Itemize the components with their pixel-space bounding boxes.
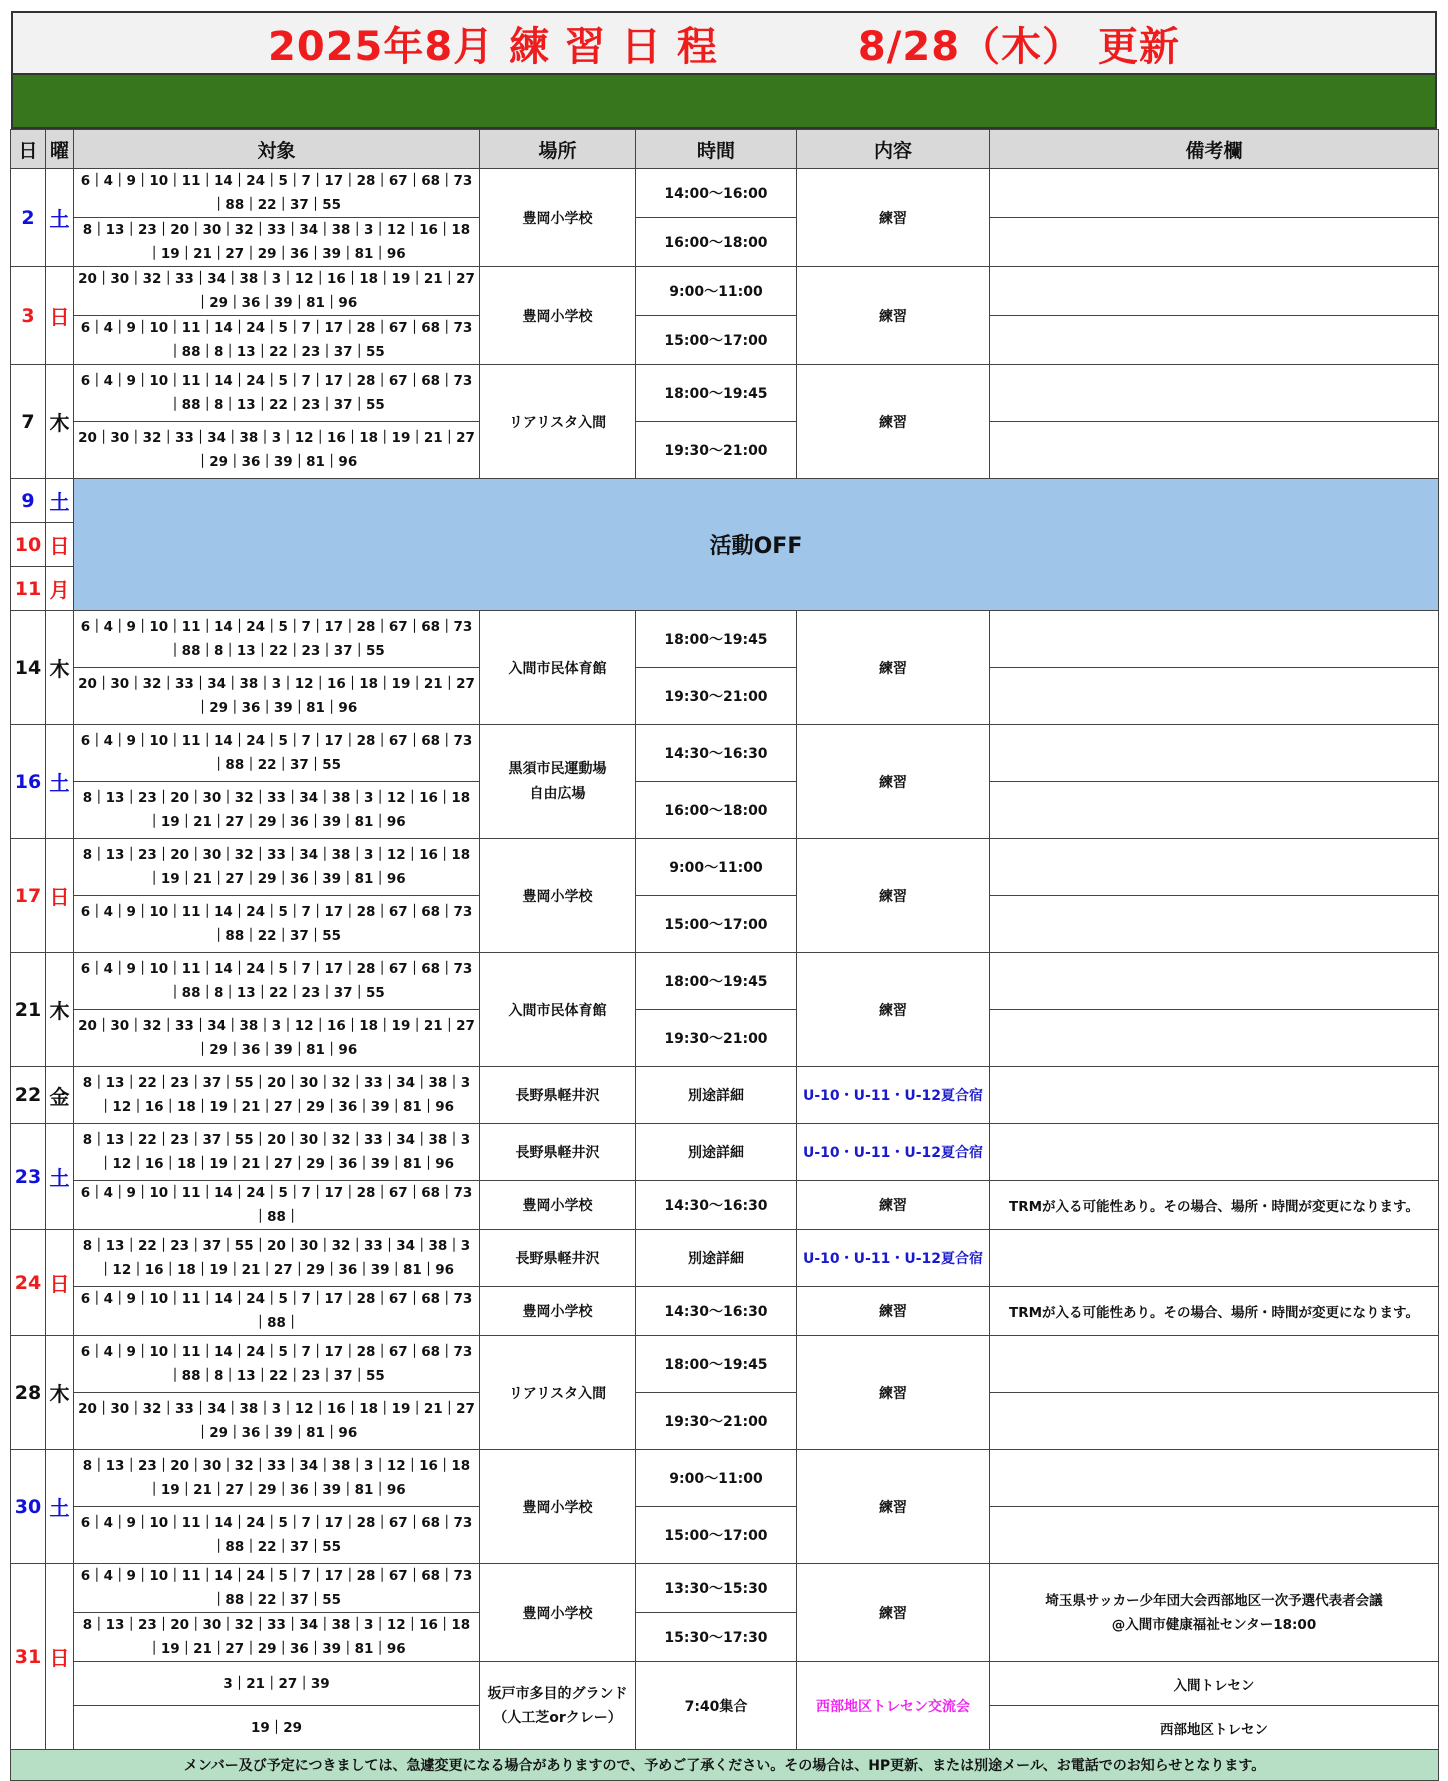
day-cell: 7 (11, 365, 46, 479)
place-cell: 長野県軽井沢 (480, 1067, 636, 1124)
weekday-cell: 金 (46, 1067, 74, 1124)
table-row (11, 1450, 1439, 1507)
content-cell: U-10・U-11・U-12夏合宿 (797, 1230, 990, 1287)
weekday-cell: 日 (46, 267, 74, 365)
place-cell: 豊岡小学校 (480, 267, 636, 365)
place-cell: 入間市民体育館 (480, 611, 636, 725)
time-cell: 14:30〜16:30 (636, 1287, 797, 1336)
table-row (11, 316, 1439, 365)
notes-cell (990, 725, 1439, 782)
notes-cell: 西部地区トレセン (990, 1706, 1439, 1750)
day-cell: 16 (11, 725, 46, 839)
day-cell: 11 (11, 567, 46, 611)
table-row (11, 422, 1439, 479)
green-banner (11, 75, 1437, 129)
notes-cell (990, 782, 1439, 839)
notes-cell (990, 169, 1439, 218)
time-cell: 15:00〜17:00 (636, 316, 797, 365)
weekday-cell: 木 (46, 611, 74, 725)
place-cell: 豊岡小学校 (480, 1450, 636, 1564)
off-block: 活動OFF (74, 479, 1439, 611)
target-cell: 8｜13｜22｜23｜37｜55｜20｜30｜32｜33｜34｜38｜3｜12｜16｜18｜19｜21｜27｜29｜36｜39｜81｜96 (74, 1067, 480, 1124)
day-cell: 23 (11, 1124, 46, 1230)
notes-cell (990, 668, 1439, 725)
content-cell: 練習 (797, 953, 990, 1067)
content-cell: 練習 (797, 169, 990, 267)
day-cell: 28 (11, 1336, 46, 1450)
target-cell: 6｜4｜9｜10｜11｜14｜24｜5｜7｜17｜28｜67｜68｜73｜88｜8｜13｜22｜23｜37｜55 (74, 1336, 480, 1393)
header-notes: 備考欄 (990, 130, 1439, 169)
table-row (11, 365, 1439, 422)
table-row (11, 1181, 1439, 1230)
time-cell: 18:00〜19:45 (636, 953, 797, 1010)
weekday-cell: 土 (46, 725, 74, 839)
table-row (11, 1230, 1439, 1287)
time-cell: 14:30〜16:30 (636, 725, 797, 782)
table-row (11, 953, 1439, 1010)
content-cell: 練習 (797, 1450, 990, 1564)
place-cell: 豊岡小学校 (480, 839, 636, 953)
header-target: 対象 (74, 130, 480, 169)
target-cell: 8｜13｜23｜20｜30｜32｜33｜34｜38｜3｜12｜16｜18｜19｜21｜27｜29｜36｜39｜81｜96 (74, 1450, 480, 1507)
table-row (11, 611, 1439, 668)
target-cell: 6｜4｜9｜10｜11｜14｜24｜5｜7｜17｜28｜67｜68｜73｜88｜22｜37｜55 (74, 1507, 480, 1564)
table-row (11, 725, 1439, 782)
time-cell: 15:30〜17:30 (636, 1613, 797, 1662)
table-row (11, 218, 1439, 267)
target-cell: 6｜4｜9｜10｜11｜14｜24｜5｜7｜17｜28｜67｜68｜73｜88｜22｜37｜55 (74, 896, 480, 953)
table-row (11, 1564, 1439, 1613)
content-cell: 練習 (797, 267, 990, 365)
notes-cell: 埼玉県サッカー少年団大会西部地区一次予選代表者会議 @入間市健康福祉センター18:00 (990, 1564, 1439, 1662)
header-place: 場所 (480, 130, 636, 169)
time-cell: 別途詳細 (636, 1124, 797, 1181)
content-cell: U-10・U-11・U-12夏合宿 (797, 1067, 990, 1124)
notes-cell (990, 1010, 1439, 1067)
day-cell: 9 (11, 479, 46, 523)
content-cell: 練習 (797, 725, 990, 839)
content-cell: 西部地区トレセン交流会 (797, 1662, 990, 1750)
place-cell: 豊岡小学校 (480, 1564, 636, 1662)
target-cell: 6｜4｜9｜10｜11｜14｜24｜5｜7｜17｜28｜67｜68｜73｜88｜8｜13｜22｜23｜37｜55 (74, 611, 480, 668)
header-weekday: 曜 (46, 130, 74, 169)
target-cell: 8｜13｜23｜20｜30｜32｜33｜34｜38｜3｜12｜16｜18｜19｜21｜27｜29｜36｜39｜81｜96 (74, 782, 480, 839)
time-cell: 9:00〜11:00 (636, 839, 797, 896)
table-row (11, 668, 1439, 725)
place-cell: 豊岡小学校 (480, 169, 636, 267)
weekday-cell: 木 (46, 953, 74, 1067)
header-content: 内容 (797, 130, 990, 169)
target-cell: 8｜13｜22｜23｜37｜55｜20｜30｜32｜33｜34｜38｜3｜12｜16｜18｜19｜21｜27｜29｜36｜39｜81｜96 (74, 1230, 480, 1287)
table-row (11, 1010, 1439, 1067)
table-row (11, 1067, 1439, 1124)
target-cell: 6｜4｜9｜10｜11｜14｜24｜5｜7｜17｜28｜67｜68｜73｜88｜22｜37｜55 (74, 1564, 480, 1613)
target-cell: 8｜13｜23｜20｜30｜32｜33｜34｜38｜3｜12｜16｜18｜19｜21｜27｜29｜36｜39｜81｜96 (74, 1613, 480, 1662)
place-cell: 豊岡小学校 (480, 1287, 636, 1336)
place-cell: 黒須市民運動場 自由広場 (480, 725, 636, 839)
notes-cell (990, 1067, 1439, 1124)
target-cell: 6｜4｜9｜10｜11｜14｜24｜5｜7｜17｜28｜67｜68｜73｜88｜22｜37｜55 (74, 169, 480, 218)
day-cell: 14 (11, 611, 46, 725)
notes-cell (990, 839, 1439, 896)
weekday-cell: 土 (46, 1450, 74, 1564)
target-cell: 20｜30｜32｜33｜34｜38｜3｜12｜16｜18｜19｜21｜27｜29｜36｜39｜81｜96 (74, 267, 480, 316)
time-cell: 9:00〜11:00 (636, 267, 797, 316)
time-cell: 別途詳細 (636, 1067, 797, 1124)
page-title (11, 11, 1437, 75)
time-cell: 9:00〜11:00 (636, 1450, 797, 1507)
time-cell: 7:40集合 (636, 1662, 797, 1750)
table-row (11, 267, 1439, 316)
target-cell: 20｜30｜32｜33｜34｜38｜3｜12｜16｜18｜19｜21｜27｜29｜36｜39｜81｜96 (74, 668, 480, 725)
target-cell: 19｜29 (74, 1706, 480, 1750)
time-cell: 別途詳細 (636, 1230, 797, 1287)
weekday-cell: 木 (46, 1336, 74, 1450)
weekday-cell: 日 (46, 1230, 74, 1336)
weekday-cell: 月 (46, 567, 74, 611)
notes-cell (990, 1450, 1439, 1507)
target-cell: 3｜21｜27｜39 (74, 1662, 480, 1706)
day-cell: 22 (11, 1067, 46, 1124)
target-cell: 20｜30｜32｜33｜34｜38｜3｜12｜16｜18｜19｜21｜27｜29｜36｜39｜81｜96 (74, 1010, 480, 1067)
target-cell: 6｜4｜9｜10｜11｜14｜24｜5｜7｜17｜28｜67｜68｜73｜88｜8｜13｜22｜23｜37｜55 (74, 365, 480, 422)
weekday-cell: 木 (46, 365, 74, 479)
weekday-cell: 土 (46, 169, 74, 267)
target-cell: 6｜4｜9｜10｜11｜14｜24｜5｜7｜17｜28｜67｜68｜73｜88｜ (74, 1181, 480, 1230)
notes-cell (990, 218, 1439, 267)
target-cell: 6｜4｜9｜10｜11｜14｜24｜5｜7｜17｜28｜67｜68｜73｜88｜8｜13｜22｜23｜37｜55 (74, 953, 480, 1010)
table-row (11, 896, 1439, 953)
content-cell: 練習 (797, 1336, 990, 1450)
header-time: 時間 (636, 130, 797, 169)
content-cell: 練習 (797, 1181, 990, 1230)
time-cell: 13:30〜15:30 (636, 1564, 797, 1613)
target-cell: 20｜30｜32｜33｜34｜38｜3｜12｜16｜18｜19｜21｜27｜29｜36｜39｜81｜96 (74, 422, 480, 479)
notes-cell: TRMが入る可能性あり。その場合、場所・時間が変更になります。 (990, 1287, 1439, 1336)
notes-cell (990, 1230, 1439, 1287)
time-cell: 15:00〜17:00 (636, 1507, 797, 1564)
table-row (11, 1393, 1439, 1450)
day-cell: 31 (11, 1564, 46, 1750)
target-cell: 6｜4｜9｜10｜11｜14｜24｜5｜7｜17｜28｜67｜68｜73｜88｜8｜13｜22｜23｜37｜55 (74, 316, 480, 365)
content-cell: U-10・U-11・U-12夏合宿 (797, 1124, 990, 1181)
target-cell: 8｜13｜23｜20｜30｜32｜33｜34｜38｜3｜12｜16｜18｜19｜21｜27｜29｜36｜39｜81｜96 (74, 839, 480, 896)
table-row (11, 782, 1439, 839)
table-row (11, 1124, 1439, 1181)
schedule-table (10, 129, 1439, 1781)
target-cell: 8｜13｜23｜20｜30｜32｜33｜34｜38｜3｜12｜16｜18｜19｜21｜27｜29｜36｜39｜81｜96 (74, 218, 480, 267)
day-cell: 17 (11, 839, 46, 953)
target-cell: 6｜4｜9｜10｜11｜14｜24｜5｜7｜17｜28｜67｜68｜73｜88｜22｜37｜55 (74, 725, 480, 782)
table-row (11, 1287, 1439, 1336)
title-main: 2025年8月 練 習 日 程 (268, 23, 718, 70)
title-updated: 8/28（木） 更新 (857, 23, 1180, 70)
place-cell: 豊岡小学校 (480, 1181, 636, 1230)
time-cell: 19:30〜21:00 (636, 668, 797, 725)
place-cell: 長野県軽井沢 (480, 1230, 636, 1287)
time-cell: 19:30〜21:00 (636, 422, 797, 479)
content-cell: 練習 (797, 1287, 990, 1336)
notes-cell: TRMが入る可能性あり。その場合、場所・時間が変更になります。 (990, 1181, 1439, 1230)
content-cell: 練習 (797, 1564, 990, 1662)
day-cell: 3 (11, 267, 46, 365)
header-day: 日 (11, 130, 46, 169)
notes-cell (990, 1336, 1439, 1393)
time-cell: 18:00〜19:45 (636, 1336, 797, 1393)
time-cell: 16:00〜18:00 (636, 782, 797, 839)
table-row (11, 169, 1439, 218)
notes-cell: 入間トレセン (990, 1662, 1439, 1706)
time-cell: 14:00〜16:00 (636, 169, 797, 218)
target-cell: 8｜13｜22｜23｜37｜55｜20｜30｜32｜33｜34｜38｜3｜12｜16｜18｜19｜21｜27｜29｜36｜39｜81｜96 (74, 1124, 480, 1181)
weekday-cell: 日 (46, 1564, 74, 1750)
notes-cell (990, 365, 1439, 422)
place-cell: 坂戸市多目的グランド （人工芝orクレー） (480, 1662, 636, 1750)
table-row (11, 1507, 1439, 1564)
footer-row (11, 1750, 1439, 1781)
content-cell: 練習 (797, 365, 990, 479)
place-cell: 入間市民体育館 (480, 953, 636, 1067)
schedule-page (11, 11, 1437, 1781)
notes-cell (990, 1507, 1439, 1564)
time-cell: 14:30〜16:30 (636, 1181, 797, 1230)
day-cell: 21 (11, 953, 46, 1067)
time-cell: 19:30〜21:00 (636, 1010, 797, 1067)
place-cell: リアリスタ入間 (480, 365, 636, 479)
notes-cell (990, 953, 1439, 1010)
notes-cell (990, 1393, 1439, 1450)
target-cell: 20｜30｜32｜33｜34｜38｜3｜12｜16｜18｜19｜21｜27｜29｜36｜39｜81｜96 (74, 1393, 480, 1450)
weekday-cell: 土 (46, 479, 74, 523)
place-cell: 長野県軽井沢 (480, 1124, 636, 1181)
footer-notice: メンバー及び予定につきましては、急遽変更になる場合がありますので、予めご了承ください。その場合は、HP更新、または別途メール、お電話でのお知らせとなります。 (11, 1750, 1439, 1781)
notes-cell (990, 422, 1439, 479)
table-row (11, 1662, 1439, 1706)
day-cell: 30 (11, 1450, 46, 1564)
time-cell: 18:00〜19:45 (636, 365, 797, 422)
time-cell: 16:00〜18:00 (636, 218, 797, 267)
notes-cell (990, 611, 1439, 668)
notes-cell (990, 316, 1439, 365)
table-row (11, 839, 1439, 896)
content-cell: 練習 (797, 611, 990, 725)
notes-cell (990, 267, 1439, 316)
day-cell: 24 (11, 1230, 46, 1336)
table-row (11, 479, 1439, 523)
weekday-cell: 日 (46, 523, 74, 567)
content-cell: 練習 (797, 839, 990, 953)
notes-cell (990, 1124, 1439, 1181)
place-cell: リアリスタ入間 (480, 1336, 636, 1450)
day-cell: 10 (11, 523, 46, 567)
weekday-cell: 土 (46, 1124, 74, 1230)
table-row (11, 1336, 1439, 1393)
header-row (11, 130, 1439, 169)
time-cell: 15:00〜17:00 (636, 896, 797, 953)
notes-cell (990, 896, 1439, 953)
target-cell: 6｜4｜9｜10｜11｜14｜24｜5｜7｜17｜28｜67｜68｜73｜88｜ (74, 1287, 480, 1336)
day-cell: 2 (11, 169, 46, 267)
weekday-cell: 日 (46, 839, 74, 953)
time-cell: 19:30〜21:00 (636, 1393, 797, 1450)
time-cell: 18:00〜19:45 (636, 611, 797, 668)
